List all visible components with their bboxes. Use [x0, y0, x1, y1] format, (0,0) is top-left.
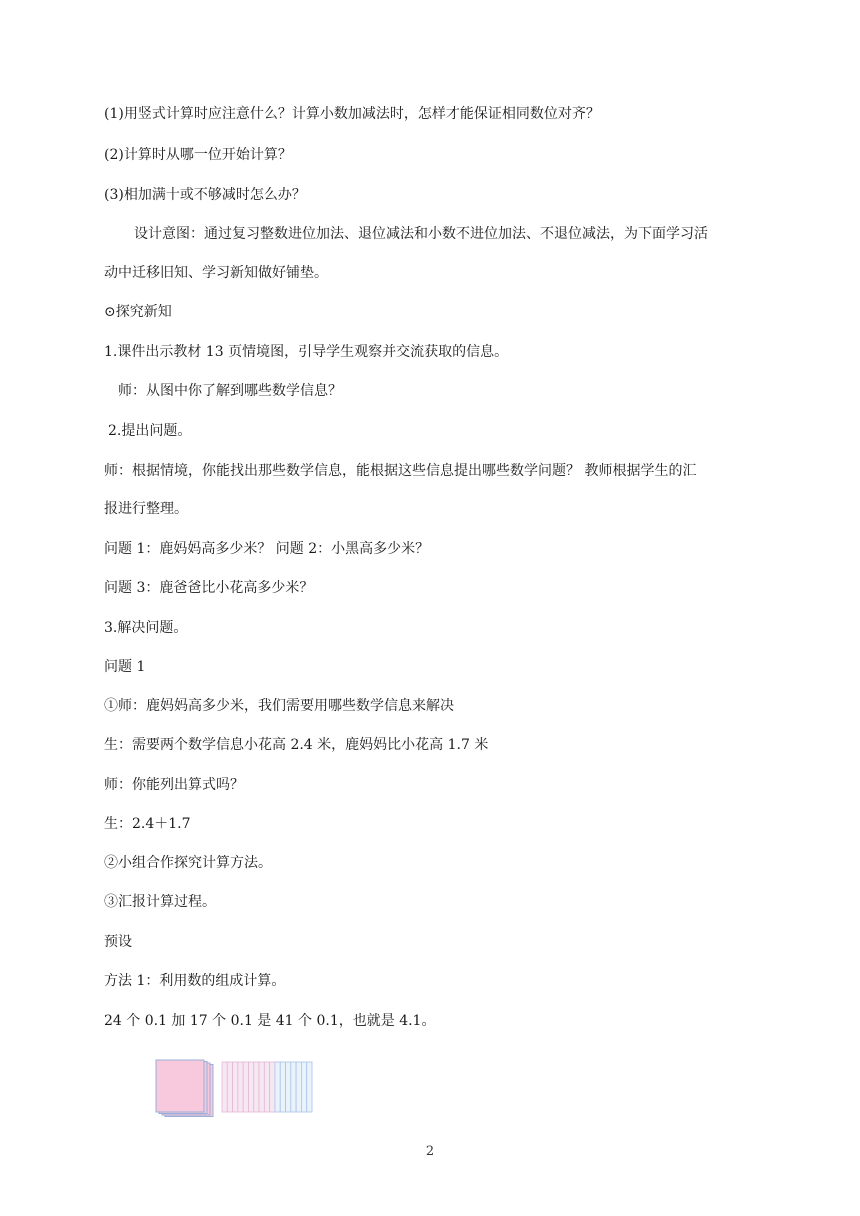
teacher-prompt-line-1: 师：根据情境，你能找出那些数学信息，能根据这些信息提出哪些数学问题？ 教师根据学生的汇 — [104, 463, 697, 479]
question-line-3: (3)相加满十或不够减时怎么办？ — [104, 187, 306, 203]
tenth-strip — [248, 1062, 253, 1112]
tenth-strip — [296, 1062, 301, 1112]
tenth-strips-group — [222, 1062, 312, 1112]
dialogue-teacher-1: ①师：鹿妈妈高多少米，我们需要用哪些数学信息来解决 — [104, 698, 454, 714]
tenth-strip — [233, 1062, 238, 1112]
problem-3: 问题 3：鹿爸爸比小花高多少米？ — [104, 580, 314, 596]
design-intent-line-2: 动中迁移旧知、学习新知做好铺垫。 — [104, 265, 328, 281]
question-line-1: (1)用竖式计算时应注意什么？计算小数加减法时，怎样才能保证相同数位对齐？ — [104, 106, 600, 122]
tenth-strip — [286, 1062, 291, 1112]
step-1: 1.课件出示教材 13 页情境图，引导学生观察并交流获取的信息。 — [104, 344, 509, 360]
tenth-strip — [280, 1062, 285, 1112]
step-2: 2.提出问题。 — [108, 423, 192, 439]
tenth-strip — [227, 1062, 232, 1112]
problem-1-label: 问题 1 — [104, 659, 146, 675]
dialogue-teacher-2: 师：你能列出算式吗？ — [104, 777, 244, 793]
tenth-strip — [307, 1062, 312, 1112]
teacher-prompt-line-2: 报进行整理。 — [104, 501, 188, 517]
tenth-strip — [254, 1062, 259, 1112]
method-1: 方法 1：利用数的组成计算。 — [104, 973, 286, 989]
tenth-strip — [259, 1062, 264, 1112]
method-1-explanation: 24 个 0.1 加 17 个 0.1 是 41 个 0.1，也就是 4.1。 — [104, 1013, 436, 1029]
dialogue-student-1: 生：需要两个数学信息小花高 2.4 米，鹿妈妈比小花高 1.7 米 — [104, 737, 489, 753]
hundred-square — [156, 1060, 204, 1112]
decimal-model-figure — [154, 1058, 314, 1120]
preset-label: 预设 — [104, 934, 132, 950]
problems-1-2: 问题 1：鹿妈妈高多少米？ 问题 2：小黑高多少米？ — [104, 541, 430, 557]
tenth-strip — [270, 1062, 275, 1112]
group-work: ②小组合作探究计算方法。 — [104, 855, 272, 871]
hundred-squares-group — [156, 1060, 213, 1117]
dialogue-student-2: 生：2.4＋1.7 — [104, 816, 191, 832]
teacher-question-1: 师：从图中你了解到哪些数学信息？ — [118, 383, 342, 399]
tenth-strip — [264, 1062, 269, 1112]
design-intent-line-1: 设计意图：通过复习整数进位加法、退位减法和小数不进位加法、不退位减法，为下面学习活 — [134, 226, 708, 242]
section-heading: ⊙探究新知 — [104, 304, 172, 320]
tenth-strip — [291, 1062, 296, 1112]
step-3: 3.解决问题。 — [104, 620, 188, 636]
tenth-strip — [275, 1062, 280, 1112]
tenth-strip — [243, 1062, 248, 1112]
report-process: ③汇报计算过程。 — [104, 894, 216, 910]
tenth-strip — [238, 1062, 243, 1112]
tenth-strip — [222, 1062, 227, 1112]
tenth-strip — [301, 1062, 306, 1112]
page-number: 2 — [425, 1144, 435, 1159]
question-line-2: (2)计算时从哪一位开始计算？ — [104, 147, 292, 163]
